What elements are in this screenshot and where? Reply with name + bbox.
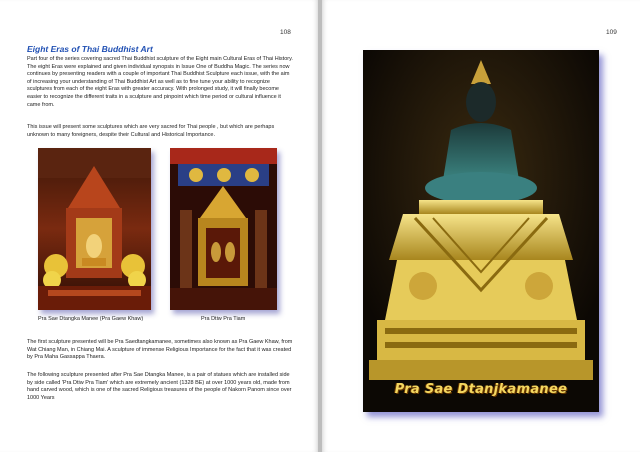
page-number-right: 109 xyxy=(606,29,617,36)
right-page xyxy=(322,0,640,452)
intro-paragraph: Part four of the series covering sacred Thai Buddhist sculpture of the Eight main Cultural Eras of Thai History. The eight Eras were explained and given individual synopsis in Issue One of Buddha Magic. The series now continues by presenting readers with a couple of important Thai Buddhist Sculpture each issue, with the aim of increasing your understanding of Thai Buddhist Art as well as to fine tune your ability to recognize sculptures from each of the eight Eras with greater accuracy. With prolonged study, it will finally become easier to recognize the different traits in a sculpture and pinpoint which time period or cultural influence it came from. xyxy=(27,56,293,108)
issue-paragraph: This issue will present some sculptures which are very sacred for Thai people , but which are perhaps unknown to many foreigners, despite their Cultural and Historical Importance. xyxy=(27,124,275,138)
buddha-statue-photo xyxy=(363,50,599,412)
temple-photo-pra-gaew-khaw xyxy=(38,148,151,310)
temple-photo-pra-dtiw-pra-tiam xyxy=(170,148,277,310)
left-page xyxy=(0,0,318,452)
photo-caption-2: Pra Dtiw Pra Tiam xyxy=(201,316,246,322)
photo-caption-1: Pra Sae Dtangka Manee (Pra Gaew Khaw) xyxy=(38,316,144,322)
second-sculpture-paragraph: The following sculpture presented after Pra Sae Dtangka Manee, is a pair of statues which are installed side by side called 'Pra Dtiw Pra Tiam' which are extremely ancient (1328 BE) at over 1000 years old, made from hand carved wood, which is one of the sacred Religious treasures of the people of Nakorn Panom since over 1000 Years xyxy=(27,372,292,401)
page-number-left: 108 xyxy=(280,29,291,36)
article-title: Eight Eras of Thai Buddhist Art xyxy=(27,44,153,54)
statue-name-caption: Pra Sae Dtanjkamanee xyxy=(394,382,568,397)
first-sculpture-paragraph: The first sculpture presented will be Pra Saedtangkamanee, sometimes also known as Pra Gaew Khaw, from Wat Chiang Man, in Chiang Mai. A sculpture of immense Religious Importance for the fact that it was created by Pra Maha Gassappa Thaera. xyxy=(27,339,293,361)
